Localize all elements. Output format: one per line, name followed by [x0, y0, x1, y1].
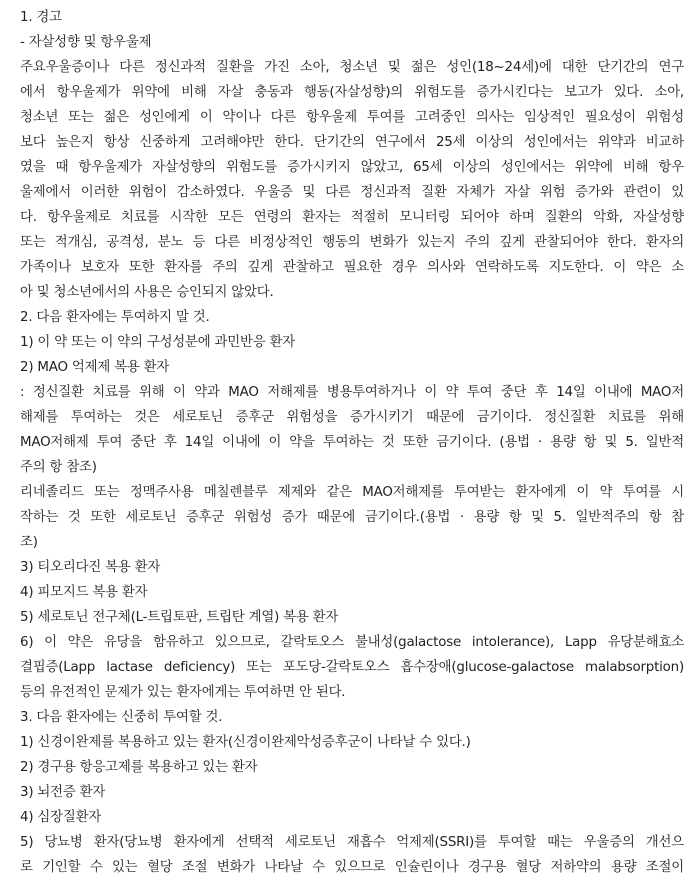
- paragraph-line: 조): [20, 535, 38, 550]
- paragraph-line: 주의 항 참조): [20, 460, 97, 475]
- paragraph-line: 리네졸리드 또는 정맥주사용 메칠렌블루 제제와 같은 MAO저해제를 투여받는 환자에게 이 약 투여를 시: [20, 485, 684, 500]
- paragraph-line: 에서 항우울제가 위약에 비해 자살 충동과 행동(자살성향)의 위험도를 증가시킨다는 보고가 있다. 소아,: [20, 85, 684, 100]
- paragraph-line: 다. 항우울제로 치료를 시작한 모든 연령의 환자는 적절히 모니터링 되어야 하며 질환의 악화, 자살성향: [20, 210, 684, 225]
- section-heading-warning: 1. 경고: [20, 10, 62, 25]
- subheading-suicidality: - 자살성향 및 항우울제: [20, 35, 152, 50]
- list-item: 5) 당뇨병 환자(당뇨병 환자에게 선택적 세로토닌 재흡수 억제제(SSRI)를 투여할 때는 우울증의 개선으: [20, 835, 684, 850]
- paragraph-line: 가족이나 보호자 또한 환자를 주의 깊게 관찰하고 필요한 경우 의사와 연락하도록 지도한다. 이 약은 소: [20, 260, 684, 275]
- list-item: 1) 이 약 또는 이 약의 구성성분에 과민반응 환자: [20, 335, 296, 350]
- list-item: 4) 피모지드 복용 환자: [20, 585, 148, 600]
- section-heading-caution: 3. 다음 환자에는 신중히 투여할 것.: [20, 710, 223, 725]
- list-item: 3) 티오리다진 복용 환자: [20, 560, 161, 575]
- paragraph-line: 작하는 것 또한 세로토닌 증후군 위험성 증가 때문에 금기이다.(용법 · 용량 항 및 5. 일반적주의 항 참: [20, 510, 684, 525]
- list-item: 1) 신경이완제를 복용하고 있는 환자(신경이완제악성증후군이 나타날 수 있다.): [20, 735, 471, 750]
- paragraph-line: 청소년 또는 젊은 성인에게 이 약이나 다른 항우울제 투여를 고려중인 의사는 임상적인 필요성이 위험성: [20, 110, 684, 125]
- list-item: 3) 뇌전증 환자: [20, 785, 106, 800]
- paragraph-line: 였을 때 항우울제가 자살성향의 위험도를 증가시키지 않았고, 65세 이상의 성인에서는 위약에 비해 항우: [20, 160, 684, 175]
- paragraph-line: : 정신질환 치료를 위해 이 약과 MAO 저해제를 병용투여하거나 이 약 투여 중단 후 14일 이내에 MAO저: [20, 385, 684, 400]
- paragraph-line: MAO저해제 투여 중단 후 14일 이내에 이 약을 투여하는 것 또한 금기이다. (용법 · 용량 항 및 5. 일반적: [20, 435, 684, 450]
- document-body: [20, 5, 684, 880]
- paragraph-line: 또는 적개심, 공격성, 분노 등 다른 비정상적인 행동의 변화가 있는지 주의 깊게 관찰되어야 한다. 환자의: [20, 235, 684, 250]
- paragraph-line: 결핍증(Lapp lactase deficiency) 또는 포도당-갈락토오스 흡수장애(glucose-galactose malabsorption): [20, 660, 684, 675]
- list-item: 2) 경구용 항응고제를 복용하고 있는 환자: [20, 760, 258, 775]
- list-item: 5) 세로토닌 전구체(L-트립토판, 트립탄 계열) 복용 환자: [20, 610, 339, 625]
- paragraph-line: 등의 유전적인 문제가 있는 환자에게는 투여하면 안 된다.: [20, 685, 346, 700]
- paragraph-line: 해제를 투여하는 것은 세로토닌 증후군 위험성을 증가시키기 때문에 금기이다. 정신질환 치료를 위해: [20, 410, 684, 425]
- section-heading-contraindications: 2. 다음 환자에는 투여하지 말 것.: [20, 310, 210, 325]
- list-item: 6) 이 약은 유당을 함유하고 있으므로, 갈락토오스 불내성(galactose intolerance), Lapp 유당분해효소: [20, 635, 684, 650]
- paragraph-line: 아 및 청소년에서의 사용은 승인되지 않았다.: [20, 285, 274, 300]
- paragraph-line: 로 기인할 수 있는 혈당 조절 변화가 나타날 수 있으므로 인슐린이나 경구용 혈당 저하약의 용량 조절이: [20, 860, 684, 875]
- list-item: 4) 심장질환자: [20, 810, 102, 825]
- paragraph-line: 울제에서 이러한 위험이 감소하였다. 우울증 및 다른 정신과적 질환 자체가 자살 위험 증가와 관련이 있: [20, 185, 684, 200]
- paragraph-line: 보다 높은지 항상 신중하게 고려해야만 한다. 단기간의 연구에서 25세 이상의 성인에서는 위약과 비교하: [20, 135, 684, 150]
- list-item: 2) MAO 억제제 복용 환자: [20, 360, 170, 375]
- paragraph-line: 주요우울증이나 다른 정신과적 질환을 가진 소아, 청소년 및 젊은 성인(18~24세)에 대한 단기간의 연구: [20, 60, 684, 75]
